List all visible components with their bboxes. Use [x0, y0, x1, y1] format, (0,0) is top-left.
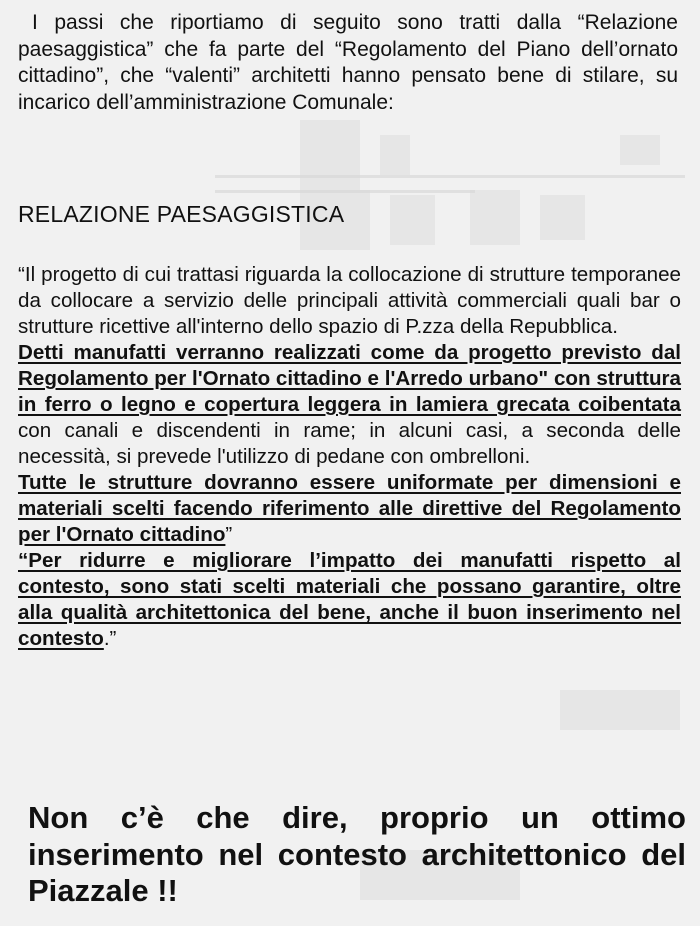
quote-text: con canali e discendenti in rame; in alcuni casi, a seconda delle necessità, si prevede l'utilizzo di pedane con ombrelloni.	[18, 419, 681, 468]
quote-paragraph	[18, 262, 681, 340]
quote-paragraph	[18, 470, 681, 548]
highlighted-quote-text: Tutte le strutture dovranno essere uniformate per dimensioni e materiali scelti facendo riferimento alle direttive del Regolamento per l'Ornato cittadino	[18, 471, 681, 546]
section-heading: RELAZIONE PAESAGGISTICA	[18, 201, 345, 227]
quote-paragraph	[18, 340, 681, 470]
highlighted-quote-text: Detti manufatti verranno realizzati come da progetto previsto dal Regolamento per l'Ornato cittadino e l'Arredo urbano" con struttura in ferro o legno e copertura leggera in lamiera grecata coibentata	[18, 341, 681, 416]
quote-text: ”	[225, 523, 233, 546]
quote-text: “Il progetto di cui trattasi riguarda la collocazione di strutture temporanee da collocare a servizio delle principali attività commerciali quali bar o strutture ricettive all'interno dello spazio di P.zza della Repubblica.	[18, 263, 681, 338]
quote-text: .”	[103, 627, 117, 650]
intro-paragraph: I passi che riportiamo di seguito sono tratti dalla “Relazione paesaggistica” che fa parte del “Regolamento del Piano dell’ornato cittadino”, che “valenti” architetti hanno pensato bene di stilare, su incarico dell’amministrazione Comunale:	[18, 11, 678, 114]
relazione-quote	[18, 262, 681, 652]
closing-remark: Non c’è che dire, proprio un ottimo inserimento nel contesto architettonico del Piazzale !!	[28, 800, 686, 908]
highlighted-quote-text: “Per ridurre e migliorare l’impatto dei manufatti rispetto al contesto, sono stati scelti materiali che possano garantire, oltre alla qualità architettonica del bene, anche il buon inserimento nel contesto	[18, 549, 681, 650]
quote-paragraph	[18, 548, 681, 652]
